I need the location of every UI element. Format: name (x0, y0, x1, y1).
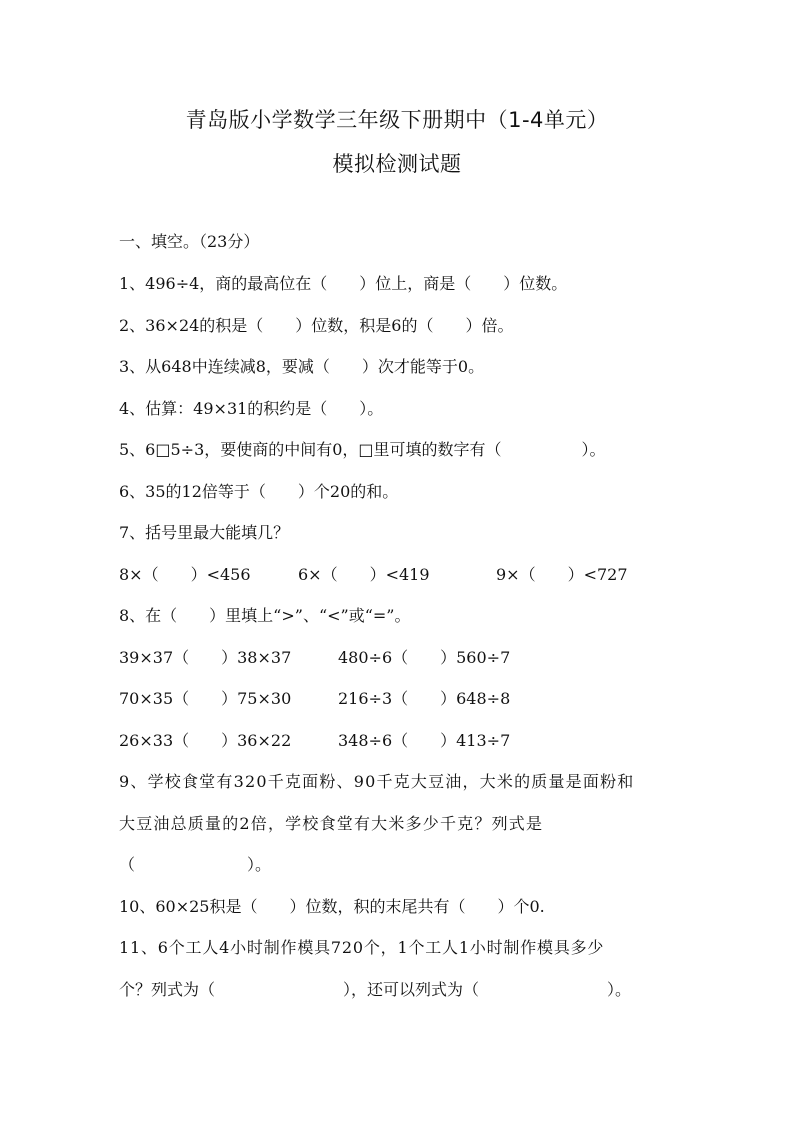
question-6: 6、35的12倍等于（ ）个20的和。 (119, 482, 399, 501)
question-3: 3、从648中连续减8，要减（ ）次才能等于0。 (119, 357, 485, 376)
question-7: 7、括号里最大能填几？ (119, 523, 290, 542)
title-line-2: 模拟检测试题 (332, 152, 462, 176)
question-2: 2、36×24的积是（ ）位数，积是6的（ ）倍。 (119, 316, 514, 335)
question-4: 4、估算：49×31的积约是（ ）。 (119, 399, 384, 418)
q8-item: 480÷6（ ）560÷7 (338, 648, 511, 667)
question-11-line-1: 11、6个工人4小时制作模具720个，1个工人1小时制作模具多少 (119, 938, 605, 957)
title-line-1: 青岛版小学数学三年级下册期中（1-4单元） (185, 108, 609, 132)
q7-item: 8×（ ）<456 (119, 565, 251, 584)
question-9-line-3: （ ）。 (119, 855, 272, 874)
question-10: 10、60×25积是（ ）位数，积的末尾共有（ ）个0. (119, 897, 545, 916)
q8-item: 70×35（ ）75×30 (119, 689, 292, 708)
question-1: 1、496÷4，商的最高位在（ ）位上，商是（ ）位数。 (119, 274, 568, 293)
question-11-line-2: 个？列式为（ ），还可以列式为（ ）。 (119, 980, 632, 999)
question-5: 5、6□5÷3，要使商的中间有0，□里可填的数字有（ ）。 (119, 440, 606, 459)
q7-item: 9×（ ）<727 (496, 565, 628, 584)
question-9-line-2: 大豆油总质量的2倍，学校食堂有大米多少千克？列式是 (119, 814, 544, 833)
question-8: 8、在（ ）里填上“>”、“<”或“=”。 (119, 606, 411, 625)
q8-item: 26×33（ ）36×22 (119, 731, 292, 750)
section-heading: 一、填空。（23分） (119, 232, 260, 251)
q8-item: 39×37（ ）38×37 (119, 648, 292, 667)
q8-item: 348÷6（ ）413÷7 (338, 731, 511, 750)
q7-item: 6×（ ）<419 (298, 565, 430, 584)
question-9-line-1: 9、学校食堂有320千克面粉、90千克大豆油，大米的质量是面粉和 (119, 772, 635, 791)
q8-item: 216÷3（ ）648÷8 (338, 689, 511, 708)
